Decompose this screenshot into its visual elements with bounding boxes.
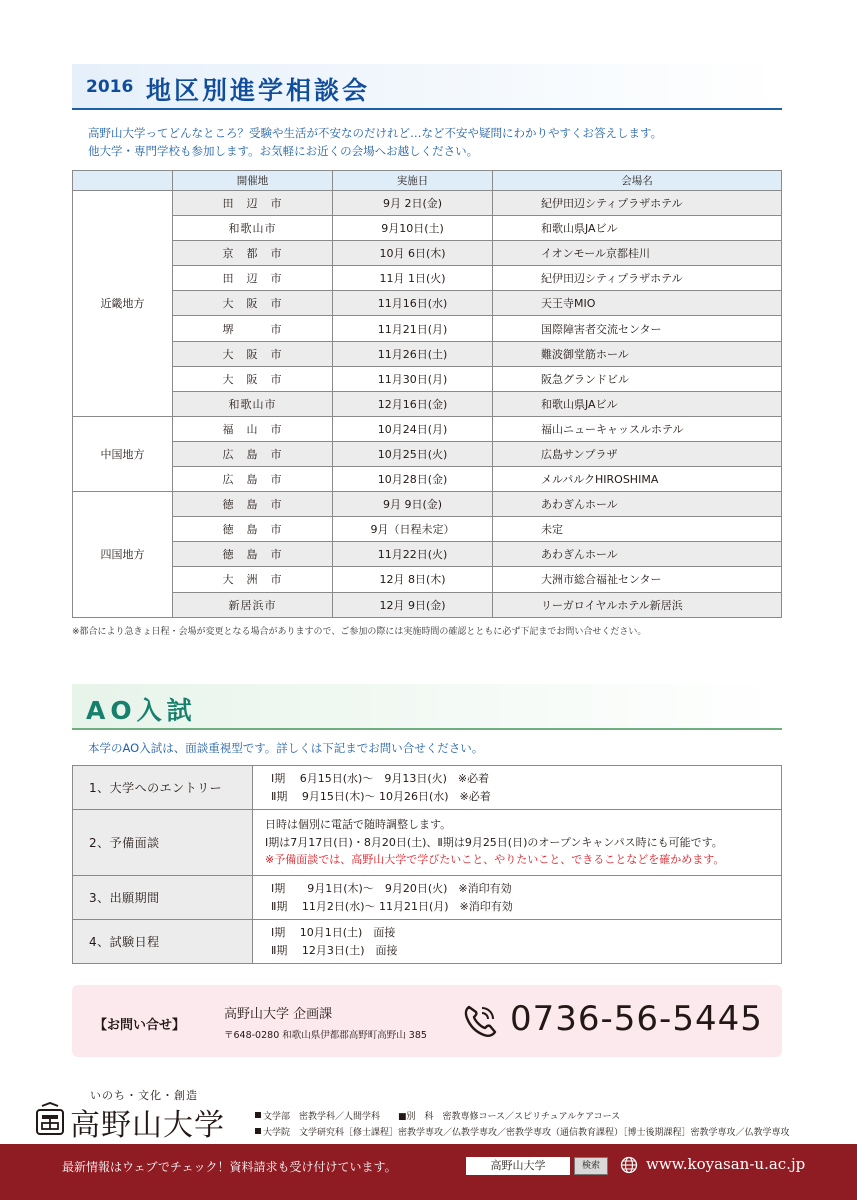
search-button[interactable]: 検索 <box>574 1157 608 1175</box>
contact-box <box>72 985 782 1057</box>
venue-cell: あわぎんホール <box>493 492 782 517</box>
date-cell: 9月 9日(金) <box>333 492 493 517</box>
ao-line: Ⅱ期 9月15日(木)～ 10月26日(水) ※必着 <box>271 789 491 803</box>
date-cell: 9月10日(土) <box>333 216 493 241</box>
city-cell: 福 山 市 <box>173 416 333 441</box>
ao-row <box>73 810 782 876</box>
table-row <box>73 216 782 241</box>
date-cell: 10月28日(金) <box>333 467 493 492</box>
venue-cell: イオンモール京都桂川 <box>493 241 782 266</box>
date-cell: 11月30日(月) <box>333 366 493 391</box>
ao-note: ※予備面談では、高野山大学で学びたいこと、やりたいこと、できることなどを確かめます。 <box>265 853 725 867</box>
intro-line: 他大学・専門学校も参加します。お気軽にお近くの会場へお越しください。 <box>88 144 479 158</box>
department-line: 文学部 密教学科／人間学科 ■別 科 密教専修コース／スピリチュアルケアコース <box>255 1109 790 1125</box>
header-city: 開催地 <box>173 171 333 191</box>
university-crest-icon <box>34 1102 66 1138</box>
city-cell: 大 阪 市 <box>173 366 333 391</box>
ao-label: 4、試験日程 <box>73 920 253 964</box>
region-cell: 中国地方 <box>73 416 173 491</box>
section-intro <box>88 124 662 160</box>
city-cell: 徳 島 市 <box>173 492 333 517</box>
date-cell: 11月21日(月) <box>333 316 493 341</box>
department-list <box>255 1109 790 1141</box>
ao-row <box>73 920 782 964</box>
city-cell: 大 阪 市 <box>173 291 333 316</box>
contact-address: 〒648-0280 和歌山県伊都郡高野町高野山 385 <box>224 1030 427 1041</box>
date-cell: 11月26日(土) <box>333 341 493 366</box>
ao-label: 1、大学へのエントリー <box>73 766 253 810</box>
ao-row <box>73 766 782 810</box>
venue-cell: 未定 <box>493 517 782 542</box>
footnote: ※都合により急きょ日程・会場が変更となる場合がありますので、ご参加の際には実施時間の確認とともに必ず下記までお問い合せください。 <box>72 627 647 637</box>
city-cell: 京 都 市 <box>173 241 333 266</box>
ao-title: AO入試 <box>86 696 197 725</box>
department-line: 大学院 文学研究科［修士課程］密教学専攻／仏教学専攻／密教学専攻（通信教育課程）［博士後期課程］密教学専攻／仏教学専攻 <box>255 1125 790 1141</box>
ao-table <box>72 765 782 964</box>
table-row <box>73 316 782 341</box>
header-region <box>73 171 173 191</box>
table-row <box>73 542 782 567</box>
brand-logo-text: 高野山大学 <box>70 1108 225 1143</box>
date-cell: 11月22日(火) <box>333 542 493 567</box>
ao-line: Ⅱ期 11月2日(水)～ 11月21日(月) ※消印有効 <box>271 899 513 913</box>
globe-icon <box>620 1156 638 1174</box>
contact-phone[interactable]: 0736-56-5445 <box>510 999 763 1039</box>
date-cell: 11月16日(水) <box>333 291 493 316</box>
date-cell: 9月（日程未定） <box>333 517 493 542</box>
city-cell: 徳 島 市 <box>173 517 333 542</box>
region-cell: 近畿地方 <box>73 191 173 417</box>
ao-body <box>253 920 782 964</box>
city-cell: 徳 島 市 <box>173 542 333 567</box>
table-row <box>73 291 782 316</box>
ao-body <box>253 876 782 920</box>
schedule-table <box>72 170 782 618</box>
table-row <box>73 592 782 617</box>
city-cell: 広 島 市 <box>173 441 333 466</box>
brand-tagline: いのち・文化・創造 <box>90 1089 198 1102</box>
table-row <box>73 391 782 416</box>
table-row <box>73 492 782 517</box>
date-cell: 9月 2日(金) <box>333 191 493 216</box>
table-row <box>73 366 782 391</box>
ao-label: 3、出願期間 <box>73 876 253 920</box>
table-row <box>73 567 782 592</box>
city-cell: 広 島 市 <box>173 467 333 492</box>
venue-cell: メルパルクHIROSHIMA <box>493 467 782 492</box>
city-cell: 新居浜市 <box>173 592 333 617</box>
header-venue: 会場名 <box>493 171 782 191</box>
city-cell: 田 辺 市 <box>173 191 333 216</box>
footer-message: 最新情報はウェブでチェック！資料請求も受け付けています。 <box>62 1160 397 1174</box>
header-date: 実施日 <box>333 171 493 191</box>
section-title: 地区別進学相談会 <box>146 76 371 105</box>
table-row <box>73 467 782 492</box>
ao-line: Ⅰ期 6月15日(水)～ 9月13日(火) ※必着 <box>271 772 490 785</box>
table-row <box>73 241 782 266</box>
ao-body <box>253 766 782 810</box>
venue-cell: あわぎんホール <box>493 542 782 567</box>
city-cell: 大 阪 市 <box>173 341 333 366</box>
city-cell: 和歌山市 <box>173 216 333 241</box>
table-row <box>73 266 782 291</box>
intro-line: 高野山大学ってどんなところ？受験や生活が不安なのだけれど…など不安や疑問にわかりやすくお答えします。 <box>88 126 663 140</box>
ao-intro: 本学のAO入試は、面談重視型です。詳しくは下記までお問い合せください。 <box>88 741 484 755</box>
city-cell: 田 辺 市 <box>173 266 333 291</box>
venue-cell: 広島サンプラザ <box>493 441 782 466</box>
search-input[interactable]: 高野山大学 <box>466 1157 570 1175</box>
section-year: 2016 <box>86 77 134 97</box>
venue-cell: 福山ニューキャッスルホテル <box>493 416 782 441</box>
table-row <box>73 441 782 466</box>
ao-line: Ⅰ期 9月1日(木)～ 9月20日(火) ※消印有効 <box>271 882 512 895</box>
venue-cell: リーガロイヤルホテル新居浜 <box>493 592 782 617</box>
section-header-ao <box>72 684 782 730</box>
venue-cell: 難波御堂筋ホール <box>493 341 782 366</box>
contact-label: 【お問い合せ】 <box>94 1018 186 1033</box>
ao-line: Ⅱ期 12月3日(土) 面接 <box>271 943 398 957</box>
date-cell: 10月24日(月) <box>333 416 493 441</box>
date-cell: 11月 1日(火) <box>333 266 493 291</box>
section-header-consultation <box>72 64 782 110</box>
date-cell: 12月 9日(金) <box>333 592 493 617</box>
venue-cell: 阪急グランドビル <box>493 366 782 391</box>
city-cell: 堺 市 <box>173 316 333 341</box>
venue-cell: 紀伊田辺シティプラザホテル <box>493 266 782 291</box>
venue-cell: 和歌山県JAビル <box>493 391 782 416</box>
table-row <box>73 191 782 216</box>
venue-cell: 国際障害者交流センター <box>493 316 782 341</box>
table-row <box>73 341 782 366</box>
date-cell: 12月16日(金) <box>333 391 493 416</box>
date-cell: 12月 8日(木) <box>333 567 493 592</box>
table-header-row <box>73 171 782 191</box>
venue-cell: 大洲市総合福祉センター <box>493 567 782 592</box>
phone-icon <box>460 1001 500 1041</box>
website-link[interactable]: www.koyasan-u.ac.jp <box>646 1155 806 1173</box>
venue-cell: 天王寺MIO <box>493 291 782 316</box>
table-row <box>73 416 782 441</box>
ao-line: 日時は個別に電話で随時調整します。 <box>265 818 452 832</box>
date-cell: 10月 6日(木) <box>333 241 493 266</box>
ao-label: 2、予備面談 <box>73 810 253 876</box>
region-cell: 四国地方 <box>73 492 173 617</box>
ao-body <box>253 810 782 876</box>
venue-cell: 紀伊田辺シティプラザホテル <box>493 191 782 216</box>
ao-line: Ⅰ期 10月1日(土) 面接 <box>271 926 396 939</box>
city-cell: 和歌山市 <box>173 391 333 416</box>
date-cell: 10月25日(火) <box>333 441 493 466</box>
contact-org: 高野山大学 企画課 <box>224 1007 333 1022</box>
venue-cell: 和歌山県JAビル <box>493 216 782 241</box>
ao-row <box>73 876 782 920</box>
table-row <box>73 517 782 542</box>
ao-line: Ⅰ期は7月17日(日)・8月20日(土)、Ⅱ期は9月25日(日)のオープンキャンパス時にも可能です。 <box>265 835 723 849</box>
city-cell: 大 洲 市 <box>173 567 333 592</box>
